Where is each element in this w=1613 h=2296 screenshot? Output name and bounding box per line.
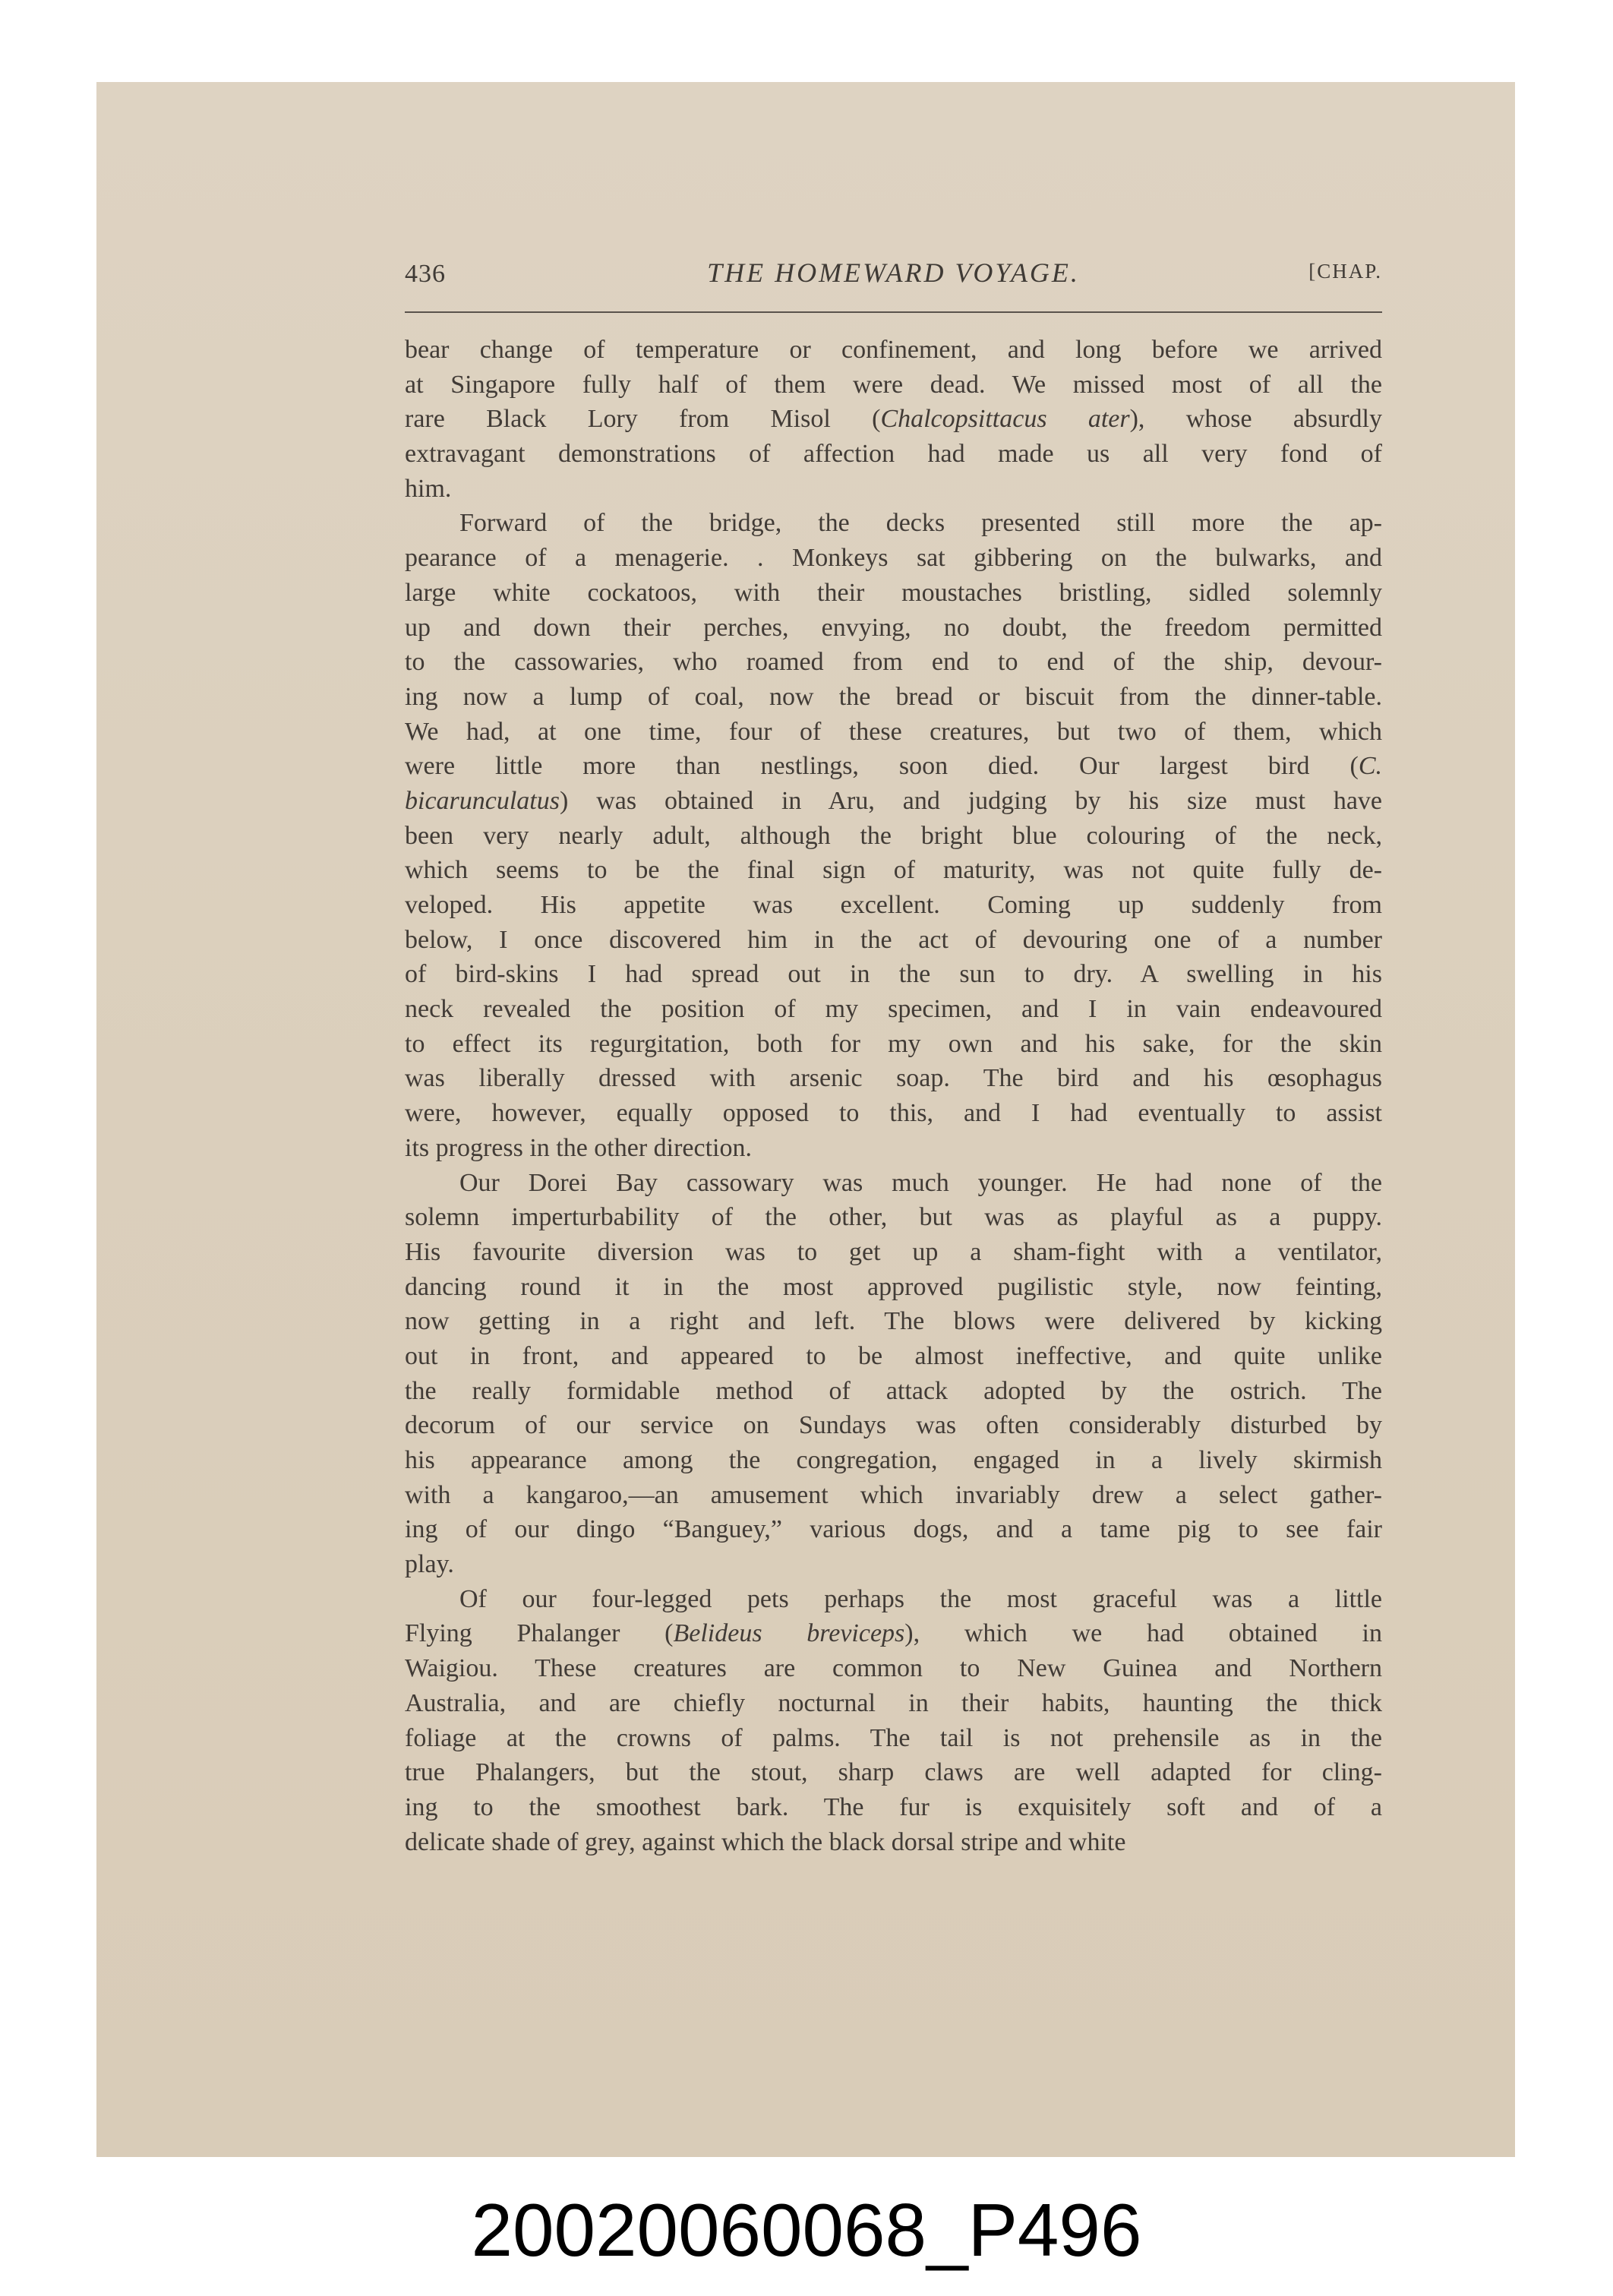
text-line xyxy=(405,402,1382,437)
italic-name: Belideus breviceps xyxy=(673,1619,905,1648)
text-line xyxy=(405,1651,1382,1686)
text-run: ing of our dingo “Banguey,” various dogs, and a tame pig to see fair xyxy=(405,1515,1382,1544)
text-line xyxy=(405,1825,1382,1860)
text-run: extravagant demonstrations of affection had made us all very fond of xyxy=(405,440,1382,469)
text-line xyxy=(405,1790,1382,1825)
text-run: pearance of a menagerie. . Monkeys sat gibbering on the bulwarks, and xyxy=(405,544,1382,573)
text-line xyxy=(405,1408,1382,1443)
text-run: dancing round it in the most approved pugilistic style, now feinting, xyxy=(405,1272,1382,1301)
text-run: him. xyxy=(405,474,452,503)
text-run: out in front, and appeared to be almost ineffective, and quite unlike xyxy=(405,1341,1382,1370)
text-run: delicate shade of grey, against which the black dorsal stripe and white xyxy=(405,1827,1126,1856)
text-run: ) was obtained in Aru, and judging by his size must have xyxy=(559,786,1382,815)
text-run: His favourite diversion was to get up a sham-fight with a ventilator, xyxy=(405,1237,1382,1266)
text-run: Waigiou. These creatures are common to New Guinea and Northern xyxy=(405,1654,1382,1683)
text-line xyxy=(405,1200,1382,1235)
text-run: now getting in a right and left. The blows were delivered by kicking xyxy=(405,1307,1382,1336)
text-line xyxy=(405,1547,1382,1582)
text-line xyxy=(405,472,1382,507)
text-run: We had, at one time, four of these creatures, but two of them, which xyxy=(405,717,1382,746)
text-run: were little more than nestlings, soon died. Our largest bird ( xyxy=(405,752,1359,781)
text-run: the really formidable method of attack adopted by the ostrich. The xyxy=(405,1376,1382,1405)
text-run: Our Dorei Bay cassowary was much younger. He had none of the xyxy=(459,1168,1382,1197)
text-run: decorum of our service on Sundays was often considerably disturbed by xyxy=(405,1411,1382,1440)
text-line xyxy=(405,333,1382,368)
text-run: his appearance among the congregation, engaged in a lively skirmish xyxy=(405,1446,1382,1474)
text-run: foliage at the crowns of palms. The tail is not prehensile as in the xyxy=(405,1723,1382,1752)
text-line xyxy=(405,541,1382,576)
text-line xyxy=(405,1478,1382,1513)
text-run: Forward of the bridge, the decks presented still more the ap- xyxy=(459,509,1382,538)
specimen-id-caption: 20020060068_P496 xyxy=(471,2188,1142,2272)
body-text xyxy=(405,333,1382,1859)
text-run: play. xyxy=(405,1550,454,1579)
text-line xyxy=(405,1686,1382,1721)
text-line xyxy=(405,1131,1382,1166)
text-run: up and down their perches, envying, no doubt, the freedom permitted xyxy=(405,613,1382,642)
text-line xyxy=(405,1096,1382,1131)
header-rule xyxy=(405,311,1382,313)
text-line xyxy=(405,1027,1382,1062)
text-line xyxy=(405,715,1382,750)
text-line xyxy=(405,923,1382,958)
text-run: which seems to be the final sign of maturity, was not quite fully de- xyxy=(405,856,1382,885)
text-run: at Singapore fully half of them were dead. We missed most of all the xyxy=(405,370,1382,399)
text-run: ing now a lump of coal, now the bread or biscuit from the dinner-table. xyxy=(405,682,1382,711)
text-line xyxy=(405,992,1382,1027)
text-run: veloped. His appetite was excellent. Coming up suddenly from xyxy=(405,891,1382,919)
text-run: solemn imperturbability of the other, but was as playful as a puppy. xyxy=(405,1203,1382,1232)
text-line xyxy=(405,888,1382,923)
text-line xyxy=(405,680,1382,715)
text-line xyxy=(405,1339,1382,1374)
text-run: was liberally dressed with arsenic soap. The bird and his œsophagus xyxy=(405,1064,1382,1093)
text-run: bear change of temperature or confinement, and long before we arrived xyxy=(405,336,1382,364)
text-run: were, however, equally opposed to this, and I had eventually to assist xyxy=(405,1099,1382,1128)
text-line xyxy=(405,1582,1382,1617)
text-line xyxy=(405,749,1382,784)
text-line xyxy=(405,1374,1382,1409)
text-run: neck revealed the position of my specimen, and I in vain endeavoured xyxy=(405,995,1382,1024)
text-line xyxy=(405,1166,1382,1201)
text-line xyxy=(405,1721,1382,1756)
text-line xyxy=(405,1235,1382,1270)
text-line xyxy=(405,853,1382,888)
text-run: its progress in the other direction. xyxy=(405,1133,753,1162)
running-title: THE HOMEWARD VOYAGE. xyxy=(707,257,1080,288)
running-head xyxy=(405,257,1382,299)
text-line xyxy=(405,1443,1382,1478)
italic-name: C. xyxy=(1358,752,1382,781)
text-line xyxy=(405,645,1382,680)
text-line xyxy=(405,576,1382,611)
text-run: below, I once discovered him in the act of devouring one of a number xyxy=(405,925,1382,954)
text-run: rare Black Lory from Misol ( xyxy=(405,405,881,434)
text-line xyxy=(405,1304,1382,1339)
text-line xyxy=(405,437,1382,472)
text-run: with a kangaroo,—an amusement which invariably drew a select gather- xyxy=(405,1480,1382,1509)
text-run: ), whose absurdly xyxy=(1129,405,1382,434)
text-line xyxy=(405,1755,1382,1790)
text-line xyxy=(405,1270,1382,1305)
text-line xyxy=(405,1061,1382,1096)
italic-name: Chalcopsittacus ater xyxy=(880,405,1130,434)
text-line xyxy=(405,1512,1382,1547)
italic-name: bicarunculatus xyxy=(405,786,560,815)
text-run: true Phalangers, but the stout, sharp claws are well adapted for cling- xyxy=(405,1758,1382,1787)
text-line xyxy=(405,819,1382,854)
text-run: ing to the smoothest bark. The fur is exquisitely soft and of a xyxy=(405,1792,1382,1821)
chapter-mark: [CHAP. xyxy=(1308,260,1382,283)
text-run: large white cockatoos, with their moustaches bristling, sidled solemnly xyxy=(405,578,1382,607)
text-line xyxy=(405,368,1382,403)
text-run: been very nearly adult, although the bright blue colouring of the neck, xyxy=(405,821,1382,850)
text-run: to effect its regurgitation, both for my own and his sake, for the skin xyxy=(405,1029,1382,1058)
text-run: ), which we had obtained in xyxy=(904,1619,1383,1648)
text-run: to the cassowaries, who roamed from end to end of the ship, devour- xyxy=(405,648,1382,677)
text-line xyxy=(405,784,1382,819)
text-line xyxy=(405,506,1382,541)
text-run: of bird-skins I had spread out in the sun to dry. A swelling in his xyxy=(405,960,1382,989)
text-run: Of our four-legged pets perhaps the most graceful was a little xyxy=(459,1584,1382,1613)
text-line xyxy=(405,957,1382,992)
text-run: Flying Phalanger ( xyxy=(405,1619,674,1648)
text-line xyxy=(405,1616,1382,1651)
text-run: Australia, and are chiefly nocturnal in their habits, haunting the thick xyxy=(405,1688,1382,1717)
text-line xyxy=(405,611,1382,646)
page-number: 436 xyxy=(405,260,446,288)
